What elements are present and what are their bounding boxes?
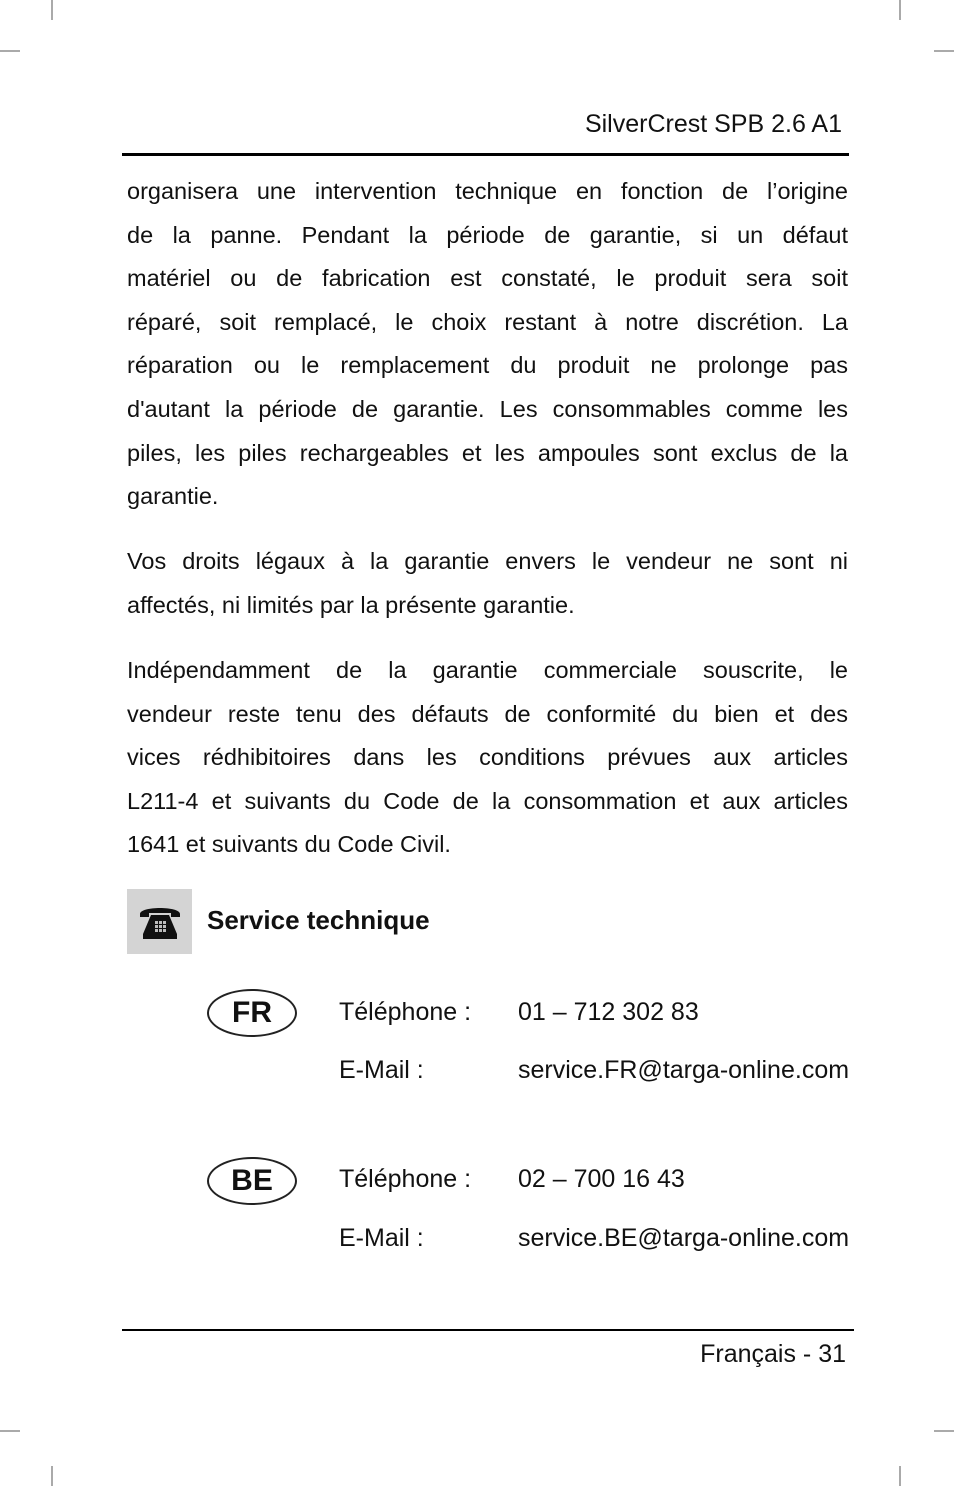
phone-label: Téléphone :: [339, 998, 472, 1026]
paragraph-seller-liability: [127, 649, 848, 867]
text-line: matériel ou de fabrication est constaté, le produit sera soit: [127, 265, 848, 292]
running-header: SilverCrest SPB 2.6 A1: [584, 110, 842, 138]
crop-mark: [51, 1466, 53, 1486]
email-label: E-Mail :: [339, 1056, 424, 1084]
crop-mark: [0, 50, 20, 52]
text-line: Indépendamment de la garantie commerciale souscrite, le: [127, 657, 848, 683]
email-address: service.BE@targa-online.com: [518, 1224, 850, 1252]
paragraph-warranty: [127, 170, 848, 519]
text-line: 1641 et suivants du Code Civil.: [127, 831, 451, 858]
header-rule: [122, 153, 849, 156]
text-line: vices rédhibitoires dans les conditions prévues aux articles: [127, 744, 848, 771]
section-heading: Service technique: [207, 905, 430, 935]
text-line: organisera une intervention technique en fonction de l’origine: [127, 178, 848, 204]
text-line: vendeur reste tenu des défauts de conformité du bien et des: [127, 700, 848, 727]
country-badge-be: BE: [207, 1157, 297, 1205]
text-line: de la panne. Pendant la période de garantie, si un défaut: [127, 221, 848, 248]
crop-mark: [934, 1430, 954, 1432]
telephone-icon: [127, 889, 192, 954]
email-address: service.FR@targa-online.com: [518, 1056, 850, 1084]
crop-mark: [899, 1466, 901, 1486]
text-line: réparé, soit remplacé, le choix restant à notre discrétion. La: [127, 308, 848, 335]
text-line: Vos droits légaux à la garantie envers le vendeur ne sont ni: [127, 548, 848, 574]
crop-mark: [0, 1430, 20, 1432]
phone-number: 01 – 712 302 83: [518, 998, 699, 1026]
country-badge-fr: FR: [207, 989, 297, 1037]
paragraph-legal-rights: [127, 540, 848, 627]
phone-label: Téléphone :: [339, 1165, 472, 1193]
page-number: Français - 31: [700, 1340, 846, 1368]
text-line: d'autant la période de garantie. Les consommables comme les: [127, 395, 848, 422]
text-line: L211-4 et suivants du Code de la consommation et aux articles: [127, 787, 848, 814]
email-label: E-Mail :: [339, 1224, 424, 1252]
crop-mark: [899, 0, 901, 20]
footer-rule: [122, 1329, 854, 1331]
crop-mark: [934, 50, 954, 52]
text-line: garantie.: [127, 483, 219, 510]
crop-mark: [51, 0, 53, 20]
text-line: réparation ou le remplacement du produit ne prolonge pas: [127, 352, 848, 379]
text-line: piles, les piles rechargeables et les ampoules sont exclus de la: [127, 439, 848, 466]
text-line: affectés, ni limités par la présente garantie.: [127, 591, 575, 618]
phone-number: 02 – 700 16 43: [518, 1165, 685, 1193]
